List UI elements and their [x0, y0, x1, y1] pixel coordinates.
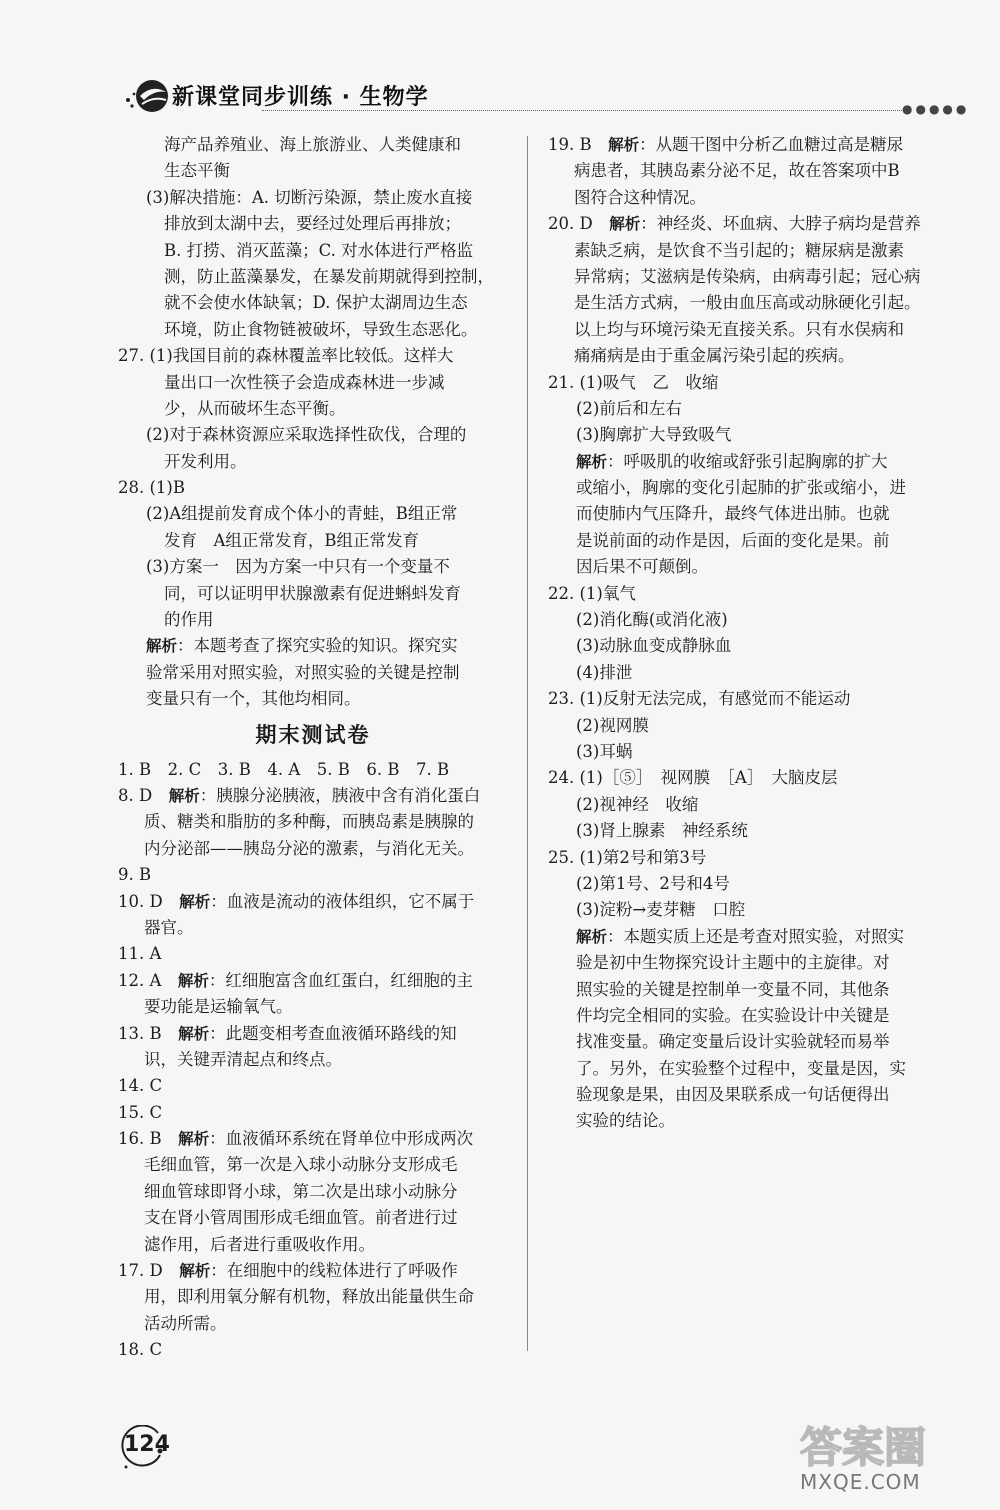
answer-line [118, 290, 508, 316]
answer-line [548, 950, 940, 976]
line-text: (3)耳蜗 [576, 741, 633, 761]
answer-line [118, 211, 508, 237]
line-text: (3)胸廓扩大导致吸气 [576, 425, 732, 445]
answer-line [118, 686, 508, 712]
line-text: (4)排泄 [576, 662, 633, 682]
line-text: 发育 A组正常发育，B组正常发育 [164, 530, 420, 550]
answer-line [118, 1258, 508, 1284]
line-text: 病患者，其胰岛素分泌不足，故在答案项中B [574, 161, 900, 181]
answer-line [118, 968, 508, 994]
analysis-label: 解析 [177, 971, 209, 990]
answer-line [118, 836, 508, 862]
line-text: 毛细血管，第一次是入球小动脉分支形成毛 [144, 1155, 458, 1175]
analysis-label: 解析 [179, 892, 211, 911]
answer-line [118, 1100, 508, 1126]
answer-line [118, 889, 508, 915]
book-title: 新课堂同步训练 · 生物学 [172, 85, 429, 110]
line-text: 图符合这种情况。 [574, 187, 706, 207]
answer-line [118, 370, 508, 396]
line-text: 就不会使水体缺氧；D. 保护太湖周边生态 [164, 293, 468, 313]
answer-line [118, 941, 508, 967]
answer-line [548, 449, 940, 475]
answer-line [118, 994, 508, 1020]
line-text: 28. (1)B [118, 478, 185, 498]
line-text: ：此题变相考查血液循环路线的知 [209, 1023, 457, 1043]
line-text: 痛痛病是由于重金属污染引起的疾病。 [574, 346, 855, 366]
line-text: 16. B [118, 1129, 179, 1149]
line-text: 内分泌部——胰岛分泌的激素，与消化无关。 [144, 838, 474, 858]
answer-line [548, 686, 940, 712]
line-text: ：从题干图中分析乙血糖过高是糖尿 [639, 135, 904, 154]
section-title: 期末测试卷 [255, 722, 371, 747]
line-text: (3)淀粉→麦芽糖 口腔 [576, 900, 746, 920]
answer-line [118, 554, 508, 580]
line-text: 实验的结论。 [576, 1111, 675, 1131]
answer-line [118, 1311, 508, 1337]
answer-line [118, 158, 508, 184]
answer-line [548, 422, 940, 448]
svg-text:答案圈: 答案圈 [800, 1423, 927, 1472]
line-text: 验现象是果，由因及果联系成一句话便得出 [576, 1085, 890, 1105]
line-text: 素缺乏病，是饮食不当引起的；糖尿病是激素 [574, 240, 904, 260]
answer-line [548, 185, 940, 211]
answer-line [548, 977, 940, 1003]
answer-line [548, 581, 940, 607]
answer-line [548, 370, 940, 396]
line-text: 支在肾小管周围形成毛细血管。前者进行过 [144, 1208, 458, 1228]
answer-line [548, 1056, 940, 1082]
line-text: (2)消化酶(或消化液) [576, 610, 728, 630]
answer-line [118, 343, 508, 369]
answer-line [118, 317, 508, 343]
book-logo-icon [122, 76, 172, 116]
line-text: ：在细胞中的线粒体进行了呼吸作 [210, 1261, 458, 1281]
column-divider [527, 136, 528, 1351]
line-text: 22. (1)氧气 [548, 583, 636, 603]
watermark-logo-icon [760, 1420, 990, 1508]
line-text: ：本题考查了探究实验的知识。探究实 [177, 636, 458, 656]
line-text: 27. (1)我国目前的森林覆盖率比较低。这样大 [118, 346, 454, 366]
line-text: 少，从而破坏生态平衡。 [164, 398, 346, 418]
answer-line [118, 396, 508, 422]
line-text: 环境，防止食物链被破坏，导致生态恶化。 [164, 319, 478, 339]
answer-line [548, 475, 940, 501]
answer-column-left [118, 132, 508, 1364]
answer-line [118, 1073, 508, 1099]
line-text: 12. A [118, 970, 178, 990]
line-text: (3)动脉血变成静脉血 [576, 636, 732, 656]
answer-line [548, 1108, 940, 1134]
line-text: 了。另外，在实验整个过程中，变量是因，实 [576, 1058, 906, 1078]
answer-line [118, 238, 508, 264]
header-dots: ●●●●● [902, 102, 970, 116]
line-text: 找准变量。确定变量后设计实验就轻而易举 [576, 1032, 890, 1052]
line-text: 细血管球即肾小球，第二次是出球小动脉分 [144, 1181, 458, 1201]
line-text: 10. D [118, 891, 180, 911]
page-header [112, 70, 970, 120]
line-text: 18. C [118, 1340, 163, 1360]
analysis-label: 解析 [178, 1130, 210, 1149]
analysis-label: 解析 [576, 927, 608, 946]
answer-line [118, 633, 508, 659]
answer-line [548, 501, 940, 527]
line-text: ：本题实质上还是考查对照实验，对照实 [607, 926, 905, 946]
line-text: 异常病；艾滋病是传染病，由病毒引起；冠心病 [574, 266, 921, 286]
answer-line [548, 633, 940, 659]
line-text: 是生活方式病，一般由血压高或动脉硬化引起。 [574, 293, 921, 313]
answer-line [118, 1232, 508, 1258]
line-text: 1. B 2. C 3. B 4. A 5. B 6. B 7. B [118, 759, 450, 779]
line-text: 件均完全相同的实验。在实验设计中关键是 [576, 1005, 890, 1025]
answer-line [548, 317, 940, 343]
line-text: 要功能是运输氧气。 [144, 997, 293, 1017]
answer-line [548, 845, 940, 871]
answer-column-right [548, 132, 940, 1135]
answer-line [548, 660, 940, 686]
line-text: 20. D [548, 214, 610, 234]
line-text: 识，关键弄清起点和终点。 [144, 1049, 342, 1069]
analysis-label: 解析 [178, 1024, 210, 1043]
answer-line [548, 739, 940, 765]
answer-line [118, 809, 508, 835]
answer-line [118, 915, 508, 941]
analysis-label: 解析 [179, 1262, 211, 1281]
line-text: 滤作用，后者进行重吸收作用。 [144, 1234, 375, 1254]
analysis-label: 解析 [146, 637, 178, 656]
line-text: 器官。 [144, 917, 194, 937]
line-text: 生态平衡 [164, 161, 230, 181]
line-text: 25. (1)第2号和第3号 [548, 847, 707, 867]
line-text: 23. (1)反射无法完成，有感觉而不能运动 [548, 689, 851, 709]
answer-line [118, 501, 508, 527]
line-text: ：呼吸肌的收缩或舒张引起胸廓的扩大 [607, 451, 888, 471]
answer-line [548, 765, 940, 791]
line-text: ：神经炎、坏血病、大脖子病均是营养 [640, 214, 921, 234]
answer-line [548, 132, 940, 158]
line-text: (3)肾上腺素 神经系统 [576, 821, 748, 841]
analysis-label: 解析 [609, 215, 641, 234]
line-text: (2)视网膜 [576, 715, 649, 735]
line-text: ：血液是流动的液体组织，它不属于 [210, 891, 475, 911]
analysis-label: 解析 [608, 136, 640, 154]
line-text: 开发利用。 [164, 451, 247, 471]
line-text: 质、糖类和脂肪的多种酶，而胰岛素是胰腺的 [144, 812, 474, 832]
line-text: 同，可以证明甲状腺激素有促进蝌蚪发育 [164, 583, 461, 603]
page-number: 124 [124, 1432, 170, 1457]
line-text: (3)解决措施：A. 切断污染源，禁止废水直接 [146, 187, 473, 207]
answer-line [118, 1337, 508, 1363]
line-text: 而使肺内气压降升，最终气体进出肺。也就 [576, 504, 890, 524]
line-text: 以上均与环境污染无直接关系。只有水俣病和 [574, 319, 904, 339]
line-text: 13. B [118, 1023, 179, 1043]
answer-line [118, 757, 508, 783]
line-text: ：胰腺分泌胰液，胰液中含有消化蛋白 [199, 785, 481, 805]
line-text: ：血液循环系统在肾单位中形成两次 [209, 1129, 474, 1149]
answer-line [118, 475, 508, 501]
watermark-url: MXQE.COM [800, 1470, 921, 1494]
answer-line [118, 660, 508, 686]
answer-line [118, 862, 508, 888]
answer-line [118, 1284, 508, 1310]
header-rule [262, 110, 902, 111]
line-text: 验是初中生物探究设计主题中的主旋律。对 [576, 953, 890, 973]
line-text: 测，防止蓝藻暴发，在暴发前期就得到控制， [164, 266, 494, 286]
answer-line [118, 581, 508, 607]
answer-line [548, 713, 940, 739]
answer-line [548, 554, 940, 580]
answer-line [548, 792, 940, 818]
answer-line [118, 185, 508, 211]
line-text: B. 打捞、消灭蓝藻；C. 对水体进行严格监 [164, 240, 474, 260]
analysis-label: 解析 [168, 786, 200, 805]
answer-line [548, 1082, 940, 1108]
answer-line [118, 264, 508, 290]
answer-line [548, 211, 940, 237]
line-text: 11. A [118, 944, 162, 964]
line-text: (3)方案一 因为方案一中只有一个变量不 [146, 557, 450, 577]
answer-line [548, 343, 940, 369]
line-text: 排放到太湖中去，要经过处理后再排放； [164, 214, 461, 234]
answer-line [548, 158, 940, 184]
line-text: 海产品养殖业、海上旅游业、人类健康和 [164, 135, 461, 154]
line-text: 19. B [548, 135, 609, 154]
answer-line [118, 1021, 508, 1047]
answer-line [548, 290, 940, 316]
line-text: (2)前后和左右 [576, 398, 682, 418]
analysis-label: 解析 [576, 452, 608, 471]
answer-line [548, 238, 940, 264]
answer-line [548, 396, 940, 422]
answer-line [118, 1205, 508, 1231]
line-text: 21. (1)吸气 乙 收缩 [548, 372, 719, 392]
line-text: (2)A组提前发育成个体小的青蛙，B组正常 [146, 504, 458, 524]
answer-line [118, 422, 508, 448]
line-text: 15. C [118, 1102, 163, 1122]
answer-line [548, 607, 940, 633]
answer-line [548, 1029, 940, 1055]
line-text: ：红细胞富含血红蛋白，红细胞的主 [208, 970, 473, 990]
line-text: 17. D [118, 1261, 180, 1281]
line-text: 用，即利用氧分解有机物，释放出能量供生命 [144, 1287, 474, 1307]
line-text: 14. C [118, 1076, 163, 1096]
answer-line [118, 1152, 508, 1178]
line-text: (2)视神经 收缩 [576, 794, 699, 814]
answer-line [548, 1003, 940, 1029]
line-text: 照实验的关键是控制单一变量不同，其他条 [576, 979, 890, 999]
answer-line [548, 528, 940, 554]
answer-line [118, 783, 508, 809]
line-text: 活动所需。 [144, 1313, 227, 1333]
answer-line [548, 264, 940, 290]
answer-line [118, 1179, 508, 1205]
answer-line [118, 132, 508, 158]
line-text: 因后果不可颠倒。 [576, 557, 708, 577]
line-text: 24. (1)［⑤］ 视网膜 ［A］ 大脑皮层 [548, 768, 838, 788]
answer-line [118, 528, 508, 554]
line-text: 9. B [118, 865, 152, 885]
line-text: (2)对于森林资源应采取选择性砍伐，合理的 [146, 425, 467, 445]
line-text: 量出口一次性筷子会造成森林进一步减 [164, 372, 445, 392]
answer-line [118, 449, 508, 475]
line-text: 变量只有一个，其他均相同。 [146, 689, 361, 709]
answer-line [118, 1047, 508, 1073]
line-text: 8. D [118, 785, 169, 805]
answer-line [548, 871, 940, 897]
answer-line [548, 897, 940, 923]
line-text: (2)第1号、2号和4号 [576, 873, 730, 893]
answer-line [118, 607, 508, 633]
line-text: 验常采用对照实验，对照实验的关键是控制 [146, 662, 460, 682]
line-text: 或缩小，胸廓的变化引起肺的扩张或缩小，进 [576, 478, 906, 498]
answer-line [548, 818, 940, 844]
line-text: 的作用 [164, 610, 214, 630]
answer-line [548, 924, 940, 950]
line-text: 是说前面的动作是因，后面的变化是果。前 [576, 530, 890, 550]
answer-line [118, 1126, 508, 1152]
